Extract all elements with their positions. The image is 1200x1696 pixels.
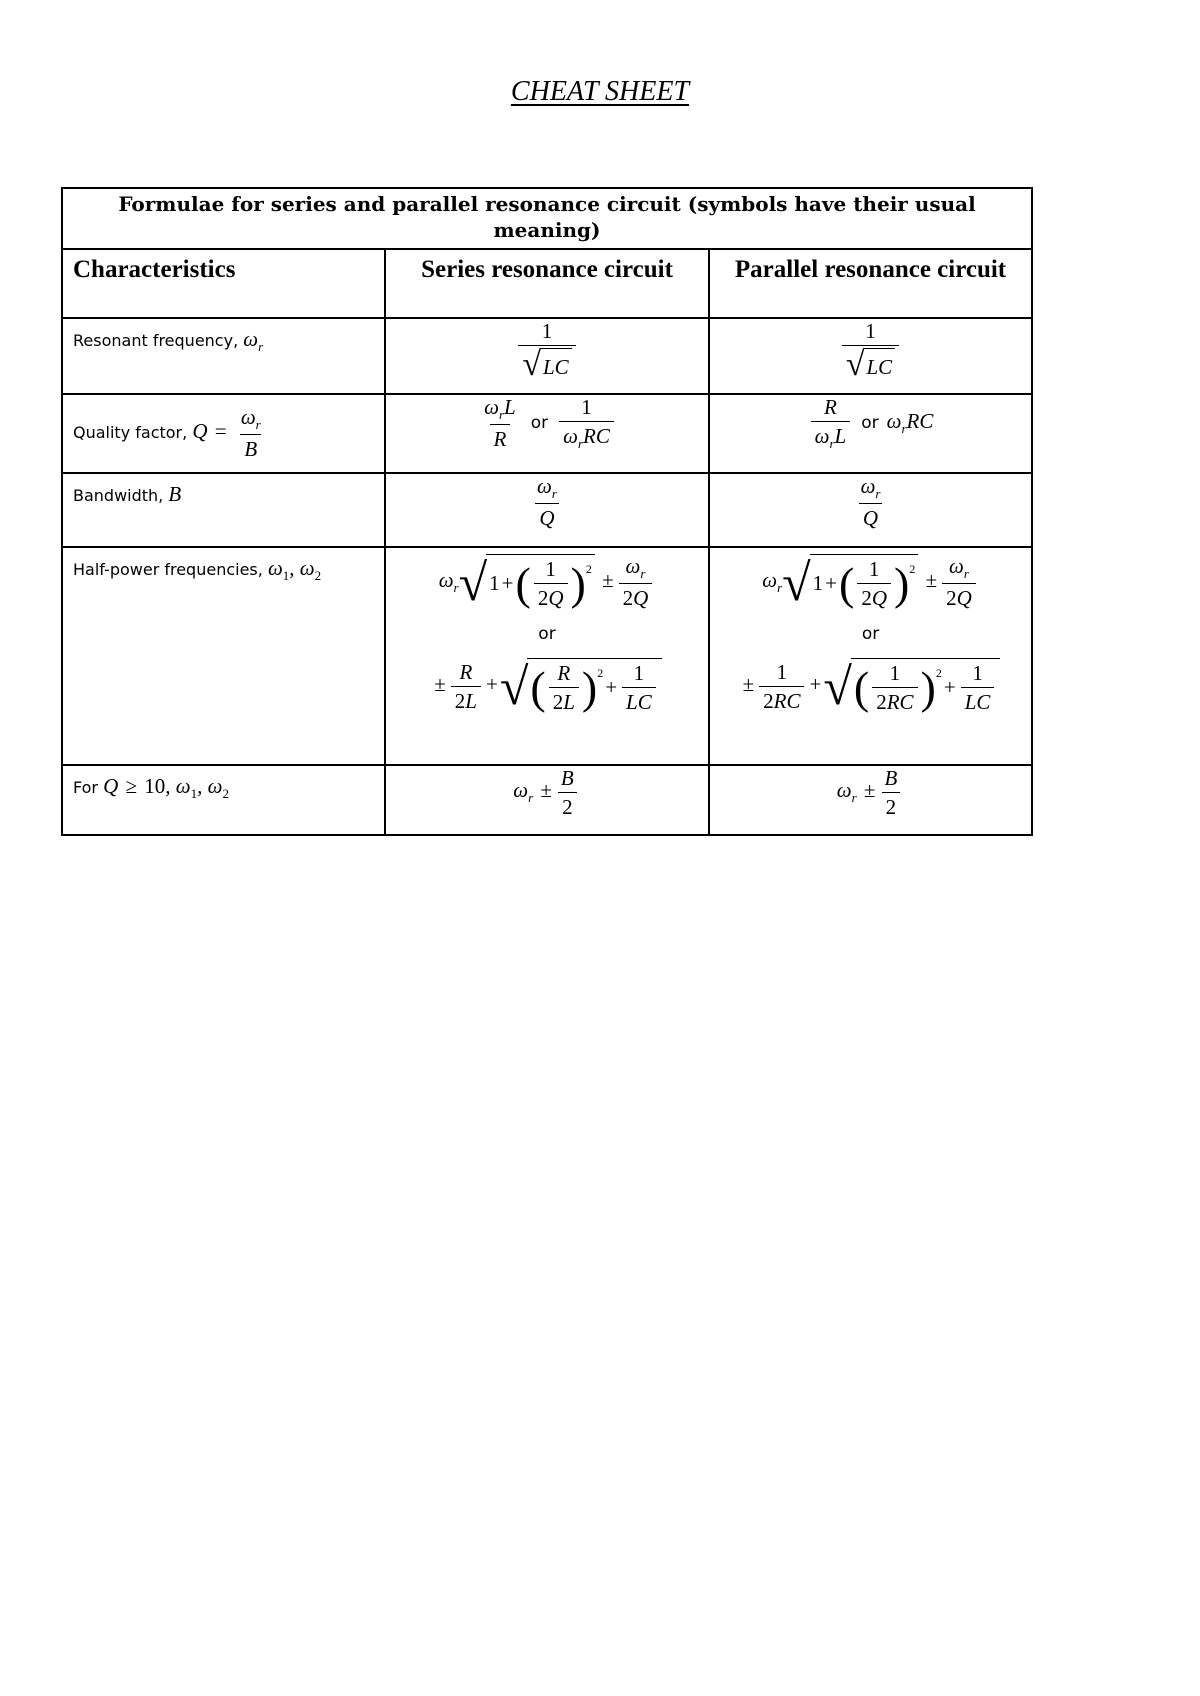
omega-r-symbol: $\omega_r$ — [243, 327, 264, 354]
parallel-formula-half-power: $\omega_r$ √ 1 + ( $\frac{1}{2Q}$ ) 2 ± $\frac{\omega_r}{2Q}$ or ± $\frac{1}{2RC}$ + √ ( $\frac{1}{2RC}$ ) 2 + $\frac{1}{LC}$ — [709, 547, 1032, 765]
series-formula-quality: $\frac{\omega_rL}{R}$ or $\frac{1}{\omega_rRC}$ — [385, 394, 709, 473]
row-label: Half-power frequencies, $\omega_1$, $\omega_2$ — [62, 547, 385, 765]
header-characteristics: Characteristics — [62, 249, 385, 318]
parallel-formula-quality: $\frac{R}{\omega_rL}$ or $\omega_rRC$ — [709, 394, 1032, 473]
header-parallel: Parallel resonance circuit — [709, 249, 1032, 318]
bandwidth-symbol: B — [168, 482, 182, 506]
series-formula-half-power: $\omega_r$ √ 1 + ( $\frac{1}{2Q}$ ) 2 ± $\frac{\omega_r}{2Q}$ or ± $\frac{R}{2L}$ + √ ( $\frac{R}{2L}$ ) 2 + $\frac{1}{LC}$ — [385, 547, 709, 765]
page-title: CHEAT SHEET — [510, 76, 690, 107]
high-q-condition: Q ≥ 10, $\omega_1$, $\omega_2$ — [103, 774, 229, 801]
header-series: Series resonance circuit — [385, 249, 709, 318]
parallel-formula-high-q: $\omega_r$ ± $\frac{B}{2}$ — [709, 765, 1032, 835]
or-text: or — [861, 624, 880, 644]
series-formula-bandwidth: $\frac{\omega_r}{Q}$ — [385, 473, 709, 547]
table-row — [62, 765, 1032, 835]
table-row — [62, 547, 1032, 765]
table-caption: Formulae for series and parallel resonance circuit (symbols have their usual meaning) — [62, 188, 1032, 249]
quality-factor-symbol: Q = $\frac{\omega_r}{B}$ — [192, 405, 261, 461]
row-label: Bandwidth, B — [62, 473, 385, 547]
series-formula-resonant: 1 √ LC — [385, 318, 709, 394]
row-label: Quality factor, Q = $\frac{\omega_r}{B}$ — [62, 394, 385, 473]
or-text: or — [538, 624, 556, 644]
half-power-symbol: $\omega_1$, $\omega_2$ — [267, 556, 322, 583]
parallel-formula-bandwidth: $\frac{\omega_r}{Q}$ — [709, 473, 1032, 547]
table-row — [62, 394, 1032, 473]
row-label: Resonant frequency, $\omega_r$ — [62, 318, 385, 394]
parallel-formula-resonant: 1 √ LC — [709, 318, 1032, 394]
table-row — [62, 473, 1032, 547]
table-row — [62, 318, 1032, 394]
row-label: For Q ≥ 10, $\omega_1$, $\omega_2$ — [62, 765, 385, 835]
series-formula-high-q: $\omega_r$ ± $\frac{B}{2}$ — [385, 765, 709, 835]
resonance-formula-table — [61, 187, 1033, 836]
